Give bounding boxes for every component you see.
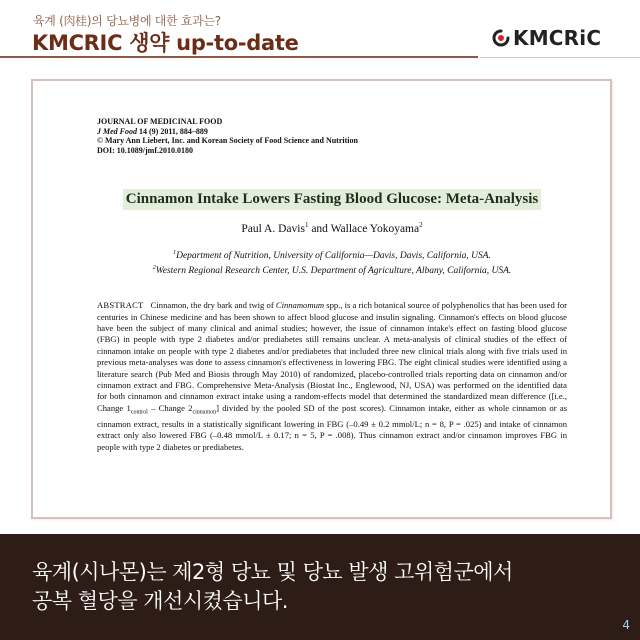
paper-affiliations	[97, 247, 567, 277]
kmcric-logo-icon	[492, 29, 510, 47]
abstract-sub-2: cinnamon	[192, 409, 217, 416]
affiliation-2-text: Western Regional Research Center, U.S. Department of Agriculture, Albany, California, USA.	[155, 266, 512, 277]
paper-title: Cinnamon Intake Lowers Fasting Blood Glucose: Meta-Analysis	[123, 189, 542, 210]
paper-authors	[97, 221, 567, 235]
abstract-italic: Cinnamomum	[275, 300, 325, 311]
abstract-label: ABSTRACT	[97, 300, 144, 311]
abstract-text-1: Cinnamon, the dry bark and twig of	[150, 300, 276, 311]
journal-doi: DOI: 10.1089/jmf.2010.0180	[97, 145, 193, 155]
journal-citation	[97, 127, 567, 137]
affiliation-1-text: Department of Nutrition, University of California—Davis, Davis, California, USA.	[176, 250, 491, 261]
journal-header	[97, 117, 567, 155]
page-number: 4	[622, 618, 630, 632]
abstract-text-3: – Change 2	[147, 402, 193, 413]
caption-text	[32, 558, 513, 616]
author-1: Paul A. Davis	[241, 222, 305, 235]
affiliation-1: $^1$Department of Nutrition, University of California—Davis, Davis, California, USA.	[173, 249, 491, 261]
journal-copyright: © Mary Ann Liebert, Inc. and Korean Society of Food Science and Nutrition	[97, 136, 358, 145]
abstract-text-4: ] divided by the pooled SD of the post scores). Cinnamon intake, either as whole cinnamon or as cinnamon extract, results in a statistically significant lowering in FBG (–0.49 ± 0.2 mmol/L; n = 8, P = .025) and intake of cinnamon extract only also lowered FBG (–0.48 mmol/L ± 0.17; n = 5, P = .008). Thus cinnamon extract and/or cinnamon improves FBG in people with type 2 diabetes or prediabetes.	[97, 402, 568, 452]
logo-text: KMCRiC	[513, 26, 602, 50]
journal-volume: 14 (9) 2011, 884–889	[137, 126, 208, 136]
author-2: and Wallace Yokoyama	[308, 222, 420, 235]
caption-bar	[0, 534, 640, 640]
abstract-text-2: spp., is a rich botanical source of polyphenolics that has been used for centuries in Chinese medicine and has been shown to affect blood glucose and insulin signaling. Cinnamon's effects on blood glucose have been the subject of many clinical and animal studies; however, the issue of cinnamon intake's effect on fasting blood glucose (FBG) in people with type 2 diabetes and/or prediabetes still remains unclear. A meta-analysis of clinical studies of the effect of cinnamon intake on people with type 2 diabetes and/or prediabetes that included three new clinical trials along with five trials used in previous meta-analyses was done to assess cinnamon's effectiveness in lowering FBG. The eight clinical studies were identified using a literature search (Pub Med and Biosis through May 2010) of randomized, placebo-controlled trials reporting data on cinnamon and/or cinnamon extract and FBG. Comprehensive Meta-Analysis (Biostat Inc., Englewood, NJ, USA) was performed on the identified data for both cinnamon and cinnamon extract intake using a random-effects model that determined the standardized mean difference ([i.e., Change 1	[97, 300, 567, 413]
caption-line-2: 공복 혈당을 개선시켰습니다.	[32, 589, 288, 613]
header-rule-dark	[0, 56, 478, 58]
kmcric-logo	[492, 26, 601, 50]
journal-name: JOURNAL OF MEDICINAL FOOD	[97, 117, 223, 126]
affiliation-2: $^2$Western Regional Research Center, U.S. Department of Agriculture, Albany, California, USA.	[152, 264, 512, 277]
header-rule-light	[480, 57, 640, 58]
caption-line-1: 육계(시나몬)는 제2형 당뇨 및 당뇨 발생 고위험군에서	[32, 560, 513, 584]
paper-excerpt	[31, 79, 612, 519]
author-2-sup: 2	[419, 221, 423, 229]
header-subtitle: 육계 (肉桂)의 당뇨병에 대한 효과는?	[33, 14, 221, 28]
author-1-sup: 1	[304, 221, 309, 229]
page-title: KMCRIC 생약 up-to-date	[32, 31, 299, 55]
paper-abstract	[97, 300, 567, 453]
paper-content	[97, 101, 567, 453]
journal-abbrev: J Med Food	[97, 126, 137, 136]
abstract-sub-1: control	[130, 409, 148, 416]
